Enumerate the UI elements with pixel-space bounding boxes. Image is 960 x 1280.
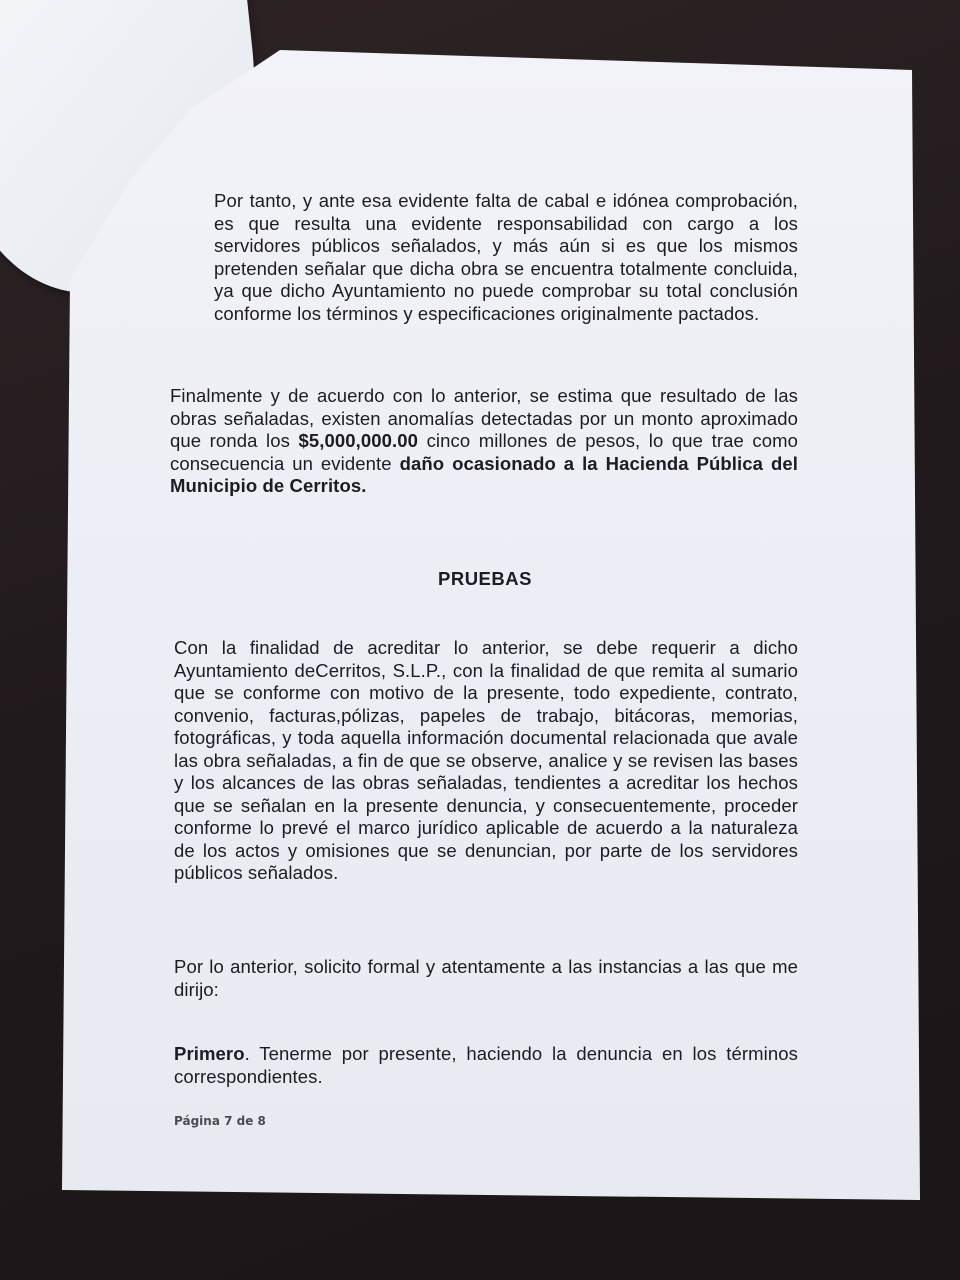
section-heading-pruebas: PRUEBAS [438, 568, 532, 589]
emphasis-text: daño ocasionado a la Hacienda Pública del Municipio de Cerritos. [170, 452, 798, 496]
paragraph-anomalias-text-a: Finalmente y de acuerdo con lo anterior, se estima que resultado de las obras señaladas, existen anomalías detectadas por un monto aproximado que ronda los [170, 385, 798, 451]
primero-text: . Tenerme por presente, haciendo la denuncia en los términos correspondientes. [174, 1043, 798, 1087]
paragraph-responsabilidad: Por tanto, y ante esa evidente falta de cabal e idónea comprobación, es que resulta una evidente responsabilidad con cargo a los servidores públicos señalados, y más aún si es que los mismos pretenden señalar que dicha obra se encuentra totalmente concluida, ya que dicho Ayuntamiento no puede comprobar su total conclusión conforme los términos y especificaciones originalmente pactados. [214, 190, 798, 324]
paragraph-anomalias [170, 385, 798, 498]
primero-label: Primero [174, 1043, 245, 1064]
page-number-footer: Página 7 de 8 [174, 1114, 266, 1128]
paragraph-anomalias-text-b: cinco millones de pesos, lo que trae como consecuencia un evidente [170, 430, 798, 474]
paragraph-solicitud: Por lo anterior, solicito formal y atentamente a las instancias a las que me dirijo: [174, 956, 798, 1000]
paragraph-pruebas: Con la finalidad de acreditar lo anterior, se debe requerir a dicho Ayuntamiento deCerritos, S.L.P., con la finalidad de que remita al sumario que se conforme con motivo de la presente, todo expediente, contrato, convenio, facturas,pólizas, papeles de trabajo, bitácoras, memorias, fotográficas, y toda aquella información documental relacionada que avale las obra señaladas, a fin de que se observe, analice y se revisen las bases y los alcances de las obras señaladas, tendientes a acreditar los hechos que se señalan en la presente denuncia, y consecuentemente, proceder conforme lo prevé el marco jurídico aplicable de acuerdo a la naturaleza de los actos y omisiones que se denuncian, por parte de los servidores públicos señalados. [174, 637, 798, 883]
amount-text: $5,000,000.00 [298, 430, 419, 451]
document-content [40, 40, 920, 1200]
paragraph-primero [174, 1043, 798, 1088]
